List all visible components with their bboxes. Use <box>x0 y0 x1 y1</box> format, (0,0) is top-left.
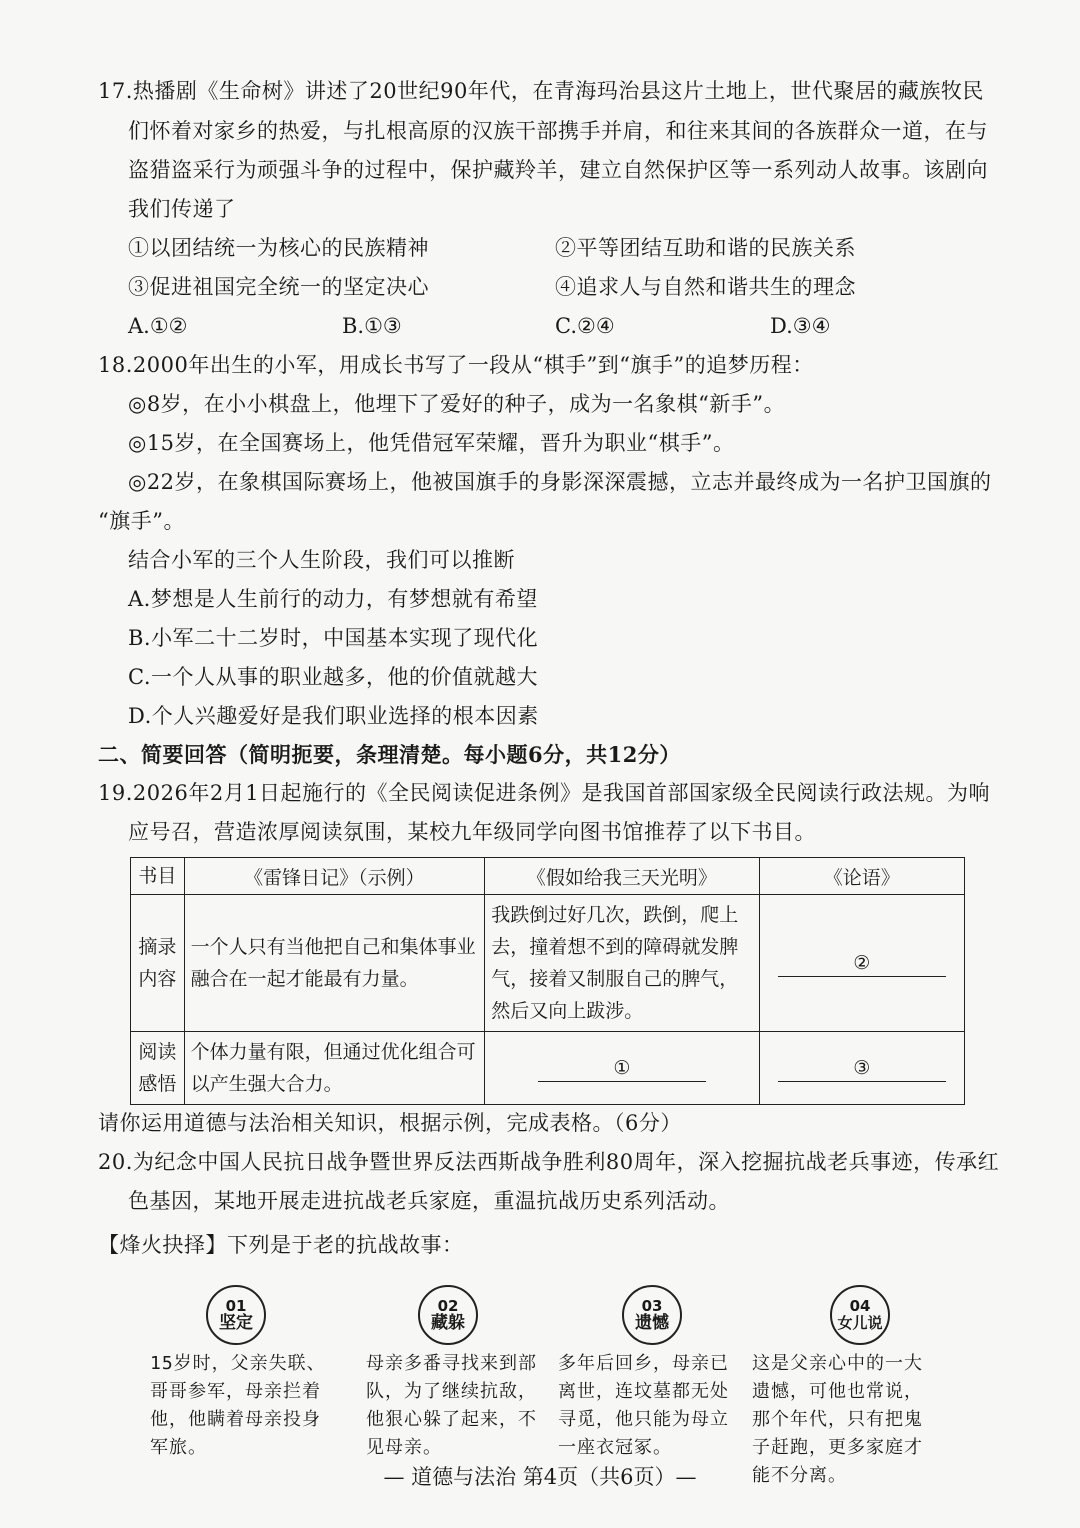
q20-subhead: 【烽火抉择】下列是于老的抗战故事： <box>98 1233 464 1257</box>
table-row-excerpt <box>131 895 965 1032</box>
q20-line-2: 色基因，某地开展走进抗战老兵家庭，重温抗战历史系列活动。 <box>128 1189 730 1213</box>
q17-option-a: A.①② <box>128 314 188 338</box>
q18-line-6: 结合小军的三个人生阶段，我们可以推断 <box>128 548 515 572</box>
cell-lei-feng-reflection: 个体力量有限，但通过优化组合可以产生强大合力。 <box>184 1032 485 1105</box>
cell-lei-feng-excerpt: 一个人只有当他把自己和集体事业融合在一起才能最有力量。 <box>184 895 485 1032</box>
q19-instruction: 请你运用道德与法治相关知识，根据示例，完成表格。（6分） <box>98 1111 682 1135</box>
story-1-badge <box>206 1285 266 1345</box>
book-table <box>130 857 965 1105</box>
q17-line-2: 们怀着对家乡的热爱，与扎根高原的汉族干部携手并肩，和往来其间的各族群众一道，在与 <box>128 119 988 143</box>
header-book-list: 书目 <box>131 858 185 895</box>
q18-line-2: ◎8岁，在小小棋盘上，他埋下了爱好的种子，成为一名象棋“新手”。 <box>128 392 786 416</box>
story-3-text: 多年后回乡，母亲已离世，连坟墓都无处寻觅，他只能为母立一座衣冠冢。 <box>558 1353 729 1458</box>
story-1-number: 01 <box>225 1296 247 1315</box>
table-header-row <box>131 858 965 895</box>
q18-line-1: 18.2000年出生的小军，用成长书写了一段从“棋手”到“旗手”的追梦历程： <box>98 353 814 377</box>
story-2-badge <box>418 1285 478 1345</box>
cell-keller-reflection <box>485 1032 759 1105</box>
q20-line-1: 20.为纪念中国人民抗日战争暨世界反法西斯战争胜利80周年，深入挖掘抗战老兵事迹，传承红 <box>98 1150 1000 1174</box>
q18-option-c: C.一个人从事的职业越多，他的价值就越大 <box>128 665 538 689</box>
q18-line-4: ◎22岁，在象棋国际赛场上，他被国旗手的身影深深震撼，立志并最终成为一名护卫国旗的 <box>128 470 992 494</box>
header-three-days-to-see: 《假如给我三天光明》 <box>485 858 759 895</box>
blank-2[interactable]: ② <box>778 950 946 977</box>
section-2-heading: 二、简要回答（简明扼要，条理清楚。每小题6分，共12分） <box>98 742 681 767</box>
story-3-number: 03 <box>641 1296 663 1315</box>
story-4-text: 这是父亲心中的一大遗憾，可他也常说，那个年代，只有把鬼子赶跑，更多家庭才能不分离。 <box>752 1353 923 1486</box>
story-2-number: 02 <box>437 1296 459 1315</box>
page-footer: — 道德与法治 第4页（共6页）— <box>383 1465 697 1489</box>
row-label-reflection: 阅读感悟 <box>131 1032 185 1105</box>
header-lei-feng-diary: 《雷锋日记》（示例） <box>184 858 485 895</box>
blank-1[interactable]: ① <box>538 1055 706 1082</box>
q18-option-d: D.个人兴趣爱好是我们职业选择的根本因素 <box>128 704 539 728</box>
story-1-text: 15岁时，父亲失联、哥哥参军，母亲拦着他，他瞒着母亲投身军旅。 <box>150 1353 326 1458</box>
q17-item-3: ③促进祖国完全统一的坚定决心 <box>128 275 429 299</box>
blank-3[interactable]: ③ <box>778 1055 946 1082</box>
story-3-badge <box>622 1285 682 1345</box>
q18-line-5: “旗手”。 <box>98 509 185 533</box>
story-2-title: 藏躲 <box>431 1312 465 1333</box>
story-2-text: 母亲多番寻找来到部队，为了继续抗敌，他狠心躲了起来，不见母亲。 <box>366 1353 537 1458</box>
story-4-title: 女儿说 <box>837 1313 883 1332</box>
q17-option-b: B.①③ <box>342 314 402 338</box>
q17-line-1: 17.热播剧《生命树》讲述了20世纪90年代，在青海玛治县这片土地上，世代聚居的藏族牧民 <box>98 79 984 103</box>
q17-line-4: 我们传递了 <box>128 197 236 221</box>
q17-line-3: 盗猎盗采行为顽强斗争的过程中，保护藏羚羊，建立自然保护区等一系列动人故事。该剧向 <box>128 158 988 182</box>
cell-analects-excerpt <box>759 895 964 1032</box>
story-4-badge <box>830 1285 890 1345</box>
story-1-title: 坚定 <box>219 1312 253 1333</box>
story-3-title: 遗憾 <box>635 1312 669 1333</box>
row-label-excerpt: 摘录内容 <box>131 895 185 1032</box>
header-analects: 《论语》 <box>759 858 964 895</box>
q18-option-b: B.小军二十二岁时，中国基本实现了现代化 <box>128 626 539 650</box>
q17-item-1: ①以团结统一为核心的民族精神 <box>128 236 429 260</box>
table-row-reflection <box>131 1032 965 1105</box>
q17-option-d: D.③④ <box>770 314 831 338</box>
q17-item-4: ④追求人与自然和谐共生的理念 <box>555 275 856 299</box>
q19-line-2: 应号召，营造浓厚阅读氛围，某校九年级同学向图书馆推荐了以下书目。 <box>128 820 816 844</box>
q18-option-a: A.梦想是人生前行的动力，有梦想就有希望 <box>128 587 538 611</box>
q18-line-3: ◎15岁，在全国赛场上，他凭借冠军荣耀，晋升为职业“棋手”。 <box>128 431 735 455</box>
story-4-number: 04 <box>849 1296 871 1315</box>
cell-analects-reflection <box>759 1032 964 1105</box>
cell-keller-excerpt: 我跌倒过好几次，跌倒，爬上去，撞着想不到的障碍就发脾气，接着又制服自己的脾气，然后又向上跋涉。 <box>485 895 759 1032</box>
q19-line-1: 19.2026年2月1日起施行的《全民阅读促进条例》是我国首部国家级全民阅读行政法规。为响 <box>98 781 991 805</box>
q17-item-2: ②平等团结互助和谐的民族关系 <box>555 236 856 260</box>
q17-option-c: C.②④ <box>555 314 615 338</box>
